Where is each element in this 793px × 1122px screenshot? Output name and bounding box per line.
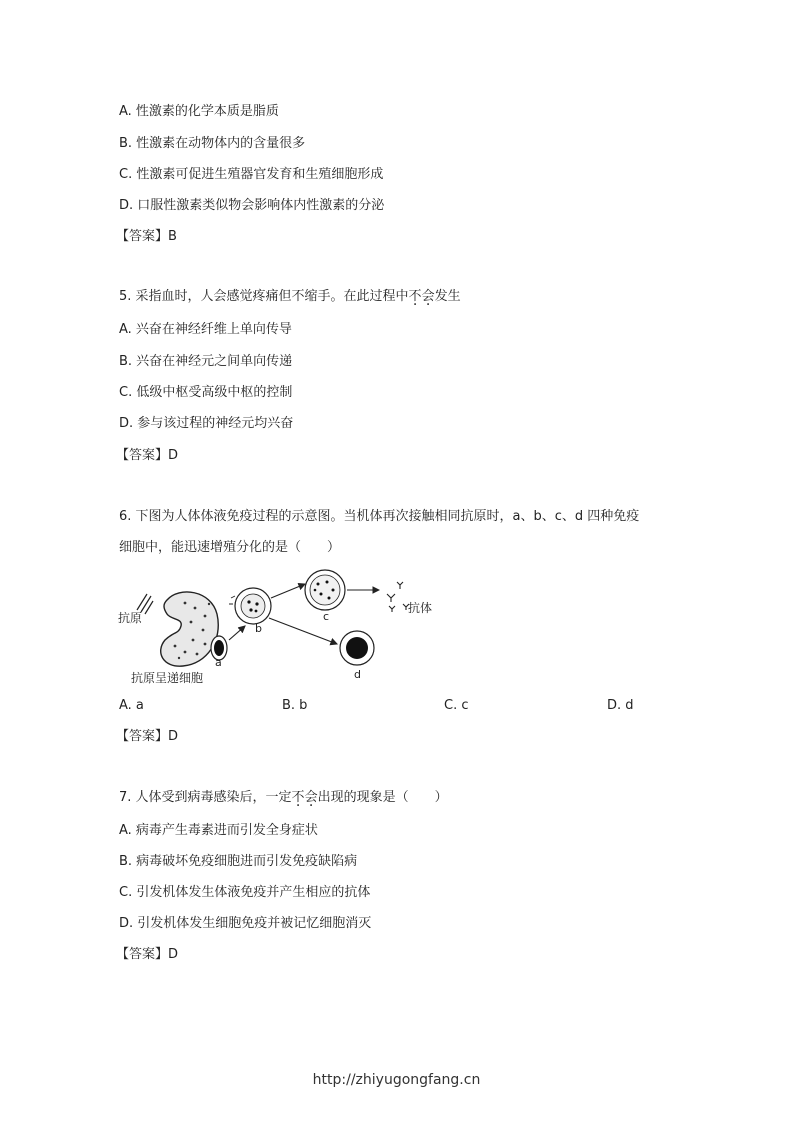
cell-c-icon (305, 570, 345, 610)
q4-option-d: D. 口服性激素类似物会影响体内性激素的分泌 (119, 198, 385, 213)
q7-stem-emphasis-1: 不 (291, 790, 305, 805)
apc-label: 抗原呈递细胞 (131, 671, 204, 685)
q6-options-row (119, 697, 679, 715)
q5-stem-emphasis-1: 不 (408, 289, 422, 304)
q4-option-c: C. 性激素可促进生殖器官发育和生殖细胞形成 (119, 167, 384, 182)
q5-option-d: D. 参与该过程的神经元均兴奋 (119, 416, 294, 431)
q7-answer: 【答案】D (116, 947, 179, 962)
q6-option-c: C. c (444, 698, 469, 713)
antibody-label: 抗体 (408, 601, 433, 615)
q6-option-b: B. b (282, 698, 308, 713)
q6-stem-line2: 细胞中，能迅速增殖分化的是（ ） (119, 540, 341, 555)
q7-option-d: D. 引发机体发生细胞免疫并被记忆细胞消灭 (119, 916, 372, 931)
q6-stem-line1: 6. 下图为人体体液免疫过程的示意图。当机体再次接触相同抗原时，a、b、c、d 四种免疫 (119, 509, 640, 524)
q6-answer: 【答案】D (116, 729, 179, 744)
cell-b-label: b (255, 622, 262, 635)
q7-option-a: A. 病毒产生毒素进而引发全身症状 (119, 823, 318, 838)
q4-answer: 【答案】B (116, 229, 177, 244)
q6-option-a: A. a (119, 698, 144, 713)
antigen-label: 抗原 (118, 611, 143, 625)
q5-option-a: A. 兴奋在神经纤维上单向传导 (119, 322, 292, 337)
cell-a-label: a (215, 656, 222, 669)
q7-stem (119, 789, 448, 807)
q5-stem-text: 5. 采指血时，人会感觉疼痛但不缩手。在此过程中 (119, 289, 409, 304)
q5-stem (119, 288, 461, 306)
cell-c-label: c (323, 610, 330, 623)
q7-stem-emphasis-2: 会 (304, 790, 318, 805)
cell-b-icon (229, 588, 271, 624)
q5-option-c: C. 低级中枢受高级中枢的控制 (119, 385, 293, 400)
cell-d-icon (340, 631, 374, 665)
q5-stem-emphasis-2: 会 (421, 289, 435, 304)
antibody-icon (387, 582, 409, 612)
q5-stem-tail: 发生 (434, 289, 461, 304)
q7-option-b: B. 病毒破坏免疫细胞进而引发免疫缺陷病 (119, 854, 358, 869)
footer-url[interactable]: http://zhiyugongfang.cn (312, 1072, 481, 1088)
q6-option-d: D. d (607, 698, 634, 713)
q7-stem-text: 7. 人体受到病毒感染后，一定 (119, 790, 292, 805)
q7-option-c: C. 引发机体发生体液免疫并产生相应的抗体 (119, 885, 371, 900)
antigen-presenting-cell-icon (161, 592, 219, 666)
q5-option-b: B. 兴奋在神经元之间单向传递 (119, 354, 293, 369)
q7-stem-tail: 出现的现象是（ ） (317, 790, 448, 805)
q4-option-a: A. 性激素的化学本质是脂质 (119, 104, 279, 119)
q4-option-b: B. 性激素在动物体内的含量很多 (119, 136, 306, 151)
humoral-immunity-diagram (115, 568, 445, 688)
cell-d-label: d (354, 668, 361, 681)
q5-answer: 【答案】D (116, 448, 179, 463)
